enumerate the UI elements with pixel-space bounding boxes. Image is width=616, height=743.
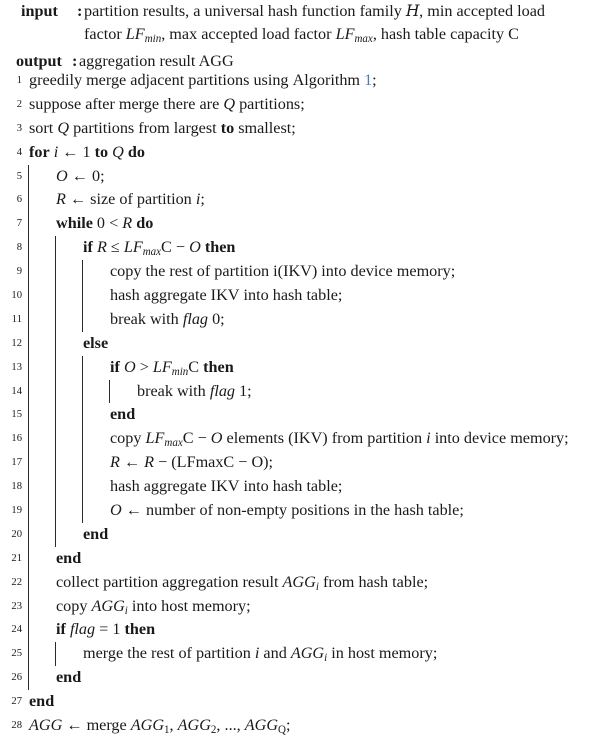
lf-min-symbol <box>126 25 161 43</box>
input-label: input <box>21 2 58 20</box>
line-text: R ← size of partition i; <box>56 190 205 209</box>
line-number: 2 <box>16 98 22 110</box>
line-text: end <box>110 405 136 424</box>
algorithm-line <box>0 356 616 380</box>
algorithm-io-header <box>0 0 616 73</box>
algorithm-line <box>0 332 616 356</box>
line-number: 27 <box>11 696 22 708</box>
line-text: else <box>83 333 109 352</box>
input-line2-text-b: , max accepted load factor <box>161 24 336 43</box>
algorithm-line <box>0 451 616 475</box>
algorithm-line <box>0 690 616 714</box>
line-text: AGG ← merge AGG1, AGG2, ..., AGGQ; <box>29 716 291 737</box>
algorithm-line <box>0 571 616 595</box>
script-h-symbol: H <box>405 2 420 20</box>
line-number: 11 <box>11 313 22 325</box>
line-number: 7 <box>16 218 22 230</box>
output-label: output <box>16 52 62 71</box>
lf-max-base: LF <box>335 24 355 43</box>
algorithm-line <box>0 284 616 308</box>
line-number: 13 <box>11 361 22 373</box>
line-text: end <box>83 524 109 543</box>
algorithm-line <box>0 117 616 141</box>
input-text-a: partition results, a universal hash function family <box>84 2 406 20</box>
algorithm-line-list <box>0 69 616 738</box>
line-number: 19 <box>11 505 22 517</box>
algorithm-line <box>0 212 616 236</box>
line-number: 24 <box>11 624 22 636</box>
algorithm-line <box>0 714 616 738</box>
algorithm-line <box>0 403 616 427</box>
lf-min-subscript: min <box>144 32 162 45</box>
lf-max-subscript: max <box>354 32 373 45</box>
line-number: 25 <box>11 648 22 660</box>
line-text: for i ← 1 to Q do <box>29 142 146 161</box>
line-text: R ← R − (LFmaxC − O); <box>110 453 274 472</box>
output-value: aggregation result AGG <box>79 52 234 71</box>
line-text: hash aggregate IKV into hash table; <box>110 286 343 305</box>
line-number: 21 <box>11 552 22 564</box>
algorithm-line <box>0 188 616 212</box>
line-text: break with flag 1; <box>137 381 252 400</box>
line-number: 18 <box>11 481 22 493</box>
algorithm-line <box>0 475 616 499</box>
line-text: end <box>56 668 82 687</box>
input-colon: : <box>77 2 83 20</box>
line-text: O ← 0; <box>56 166 105 185</box>
line-number: 28 <box>11 720 22 732</box>
line-number: 23 <box>11 600 22 612</box>
line-text: if flag = 1 then <box>56 620 156 639</box>
line-number: 3 <box>16 122 22 134</box>
line-text: end <box>29 692 55 711</box>
algorithm-line <box>0 165 616 189</box>
line-number: 4 <box>16 146 22 158</box>
output-colon: : <box>72 52 78 71</box>
algorithm-input-row <box>0 0 616 23</box>
line-number: 22 <box>11 576 22 588</box>
line-text: suppose after merge there are Q partitions; <box>29 94 305 113</box>
line-text: end <box>56 548 82 567</box>
line-text: greedily merge adjacent partitions using Algorithm 1; <box>29 71 377 89</box>
line-number: 20 <box>11 528 22 540</box>
algorithm-line <box>0 69 616 93</box>
line-number: 9 <box>16 266 22 278</box>
line-text: if $R \le LF_{max}C - O$ then <box>83 238 236 259</box>
line-number: 1 <box>16 75 22 86</box>
line-number: 10 <box>11 290 22 302</box>
algorithm-line <box>0 523 616 547</box>
line-text: if $O > LF_{min}C$ then <box>110 357 234 378</box>
line-text: merge the rest of partition i and $AGG_i$ in host memory; <box>83 644 438 665</box>
line-number: 5 <box>16 170 22 182</box>
algorithm-line <box>0 595 616 619</box>
line-number: 6 <box>16 194 22 206</box>
input-value-line-2 <box>0 23 616 51</box>
algorithm-line <box>0 141 616 165</box>
line-text: copy $AGG_i$ into host memory; <box>56 596 251 617</box>
line-number: 17 <box>11 457 22 469</box>
input-line2-text-c: , hash table capacity C <box>372 24 519 43</box>
line-text: sort Q partitions from largest to smallest; <box>29 118 296 137</box>
line-text: break with flag 0; <box>110 309 225 328</box>
algorithm-line <box>0 547 616 571</box>
line-number: 15 <box>11 409 22 421</box>
algorithm-line <box>0 93 616 117</box>
algorithm-line <box>0 618 616 642</box>
input-value-line-1 <box>84 0 616 23</box>
line-text: copy $LF_{max}C - O$ elements (IKV) from partition i into device memory; <box>110 429 569 450</box>
lf-max-symbol <box>336 25 373 43</box>
line-number: 8 <box>16 242 22 254</box>
line-number: 16 <box>11 433 22 445</box>
algorithm-line <box>0 236 616 260</box>
line-text: hash aggregate IKV into hash table; <box>110 477 343 496</box>
algorithm-line <box>0 308 616 332</box>
line-number: 26 <box>11 672 22 684</box>
line-text: copy the rest of partition i(IKV) into device memory; <box>110 262 456 281</box>
algorithm-line <box>0 380 616 404</box>
line-text: while 0 < R do <box>56 214 154 233</box>
lf-min-base: LF <box>125 24 145 43</box>
input-line2-text-a: factor <box>84 24 126 43</box>
line-text: O ← number of non-empty positions in the hash table; <box>110 501 464 520</box>
line-number: 12 <box>11 337 22 349</box>
algorithm-line <box>0 427 616 451</box>
algorithm-line <box>0 499 616 523</box>
line-text: collect partition aggregation result $AGG_i$ from hash table; <box>56 572 429 593</box>
line-number: 14 <box>11 385 22 397</box>
input-text-b: , min accepted load <box>419 2 546 20</box>
algorithm-line <box>0 260 616 284</box>
algorithm-line <box>0 642 616 666</box>
algorithm-line <box>0 666 616 690</box>
